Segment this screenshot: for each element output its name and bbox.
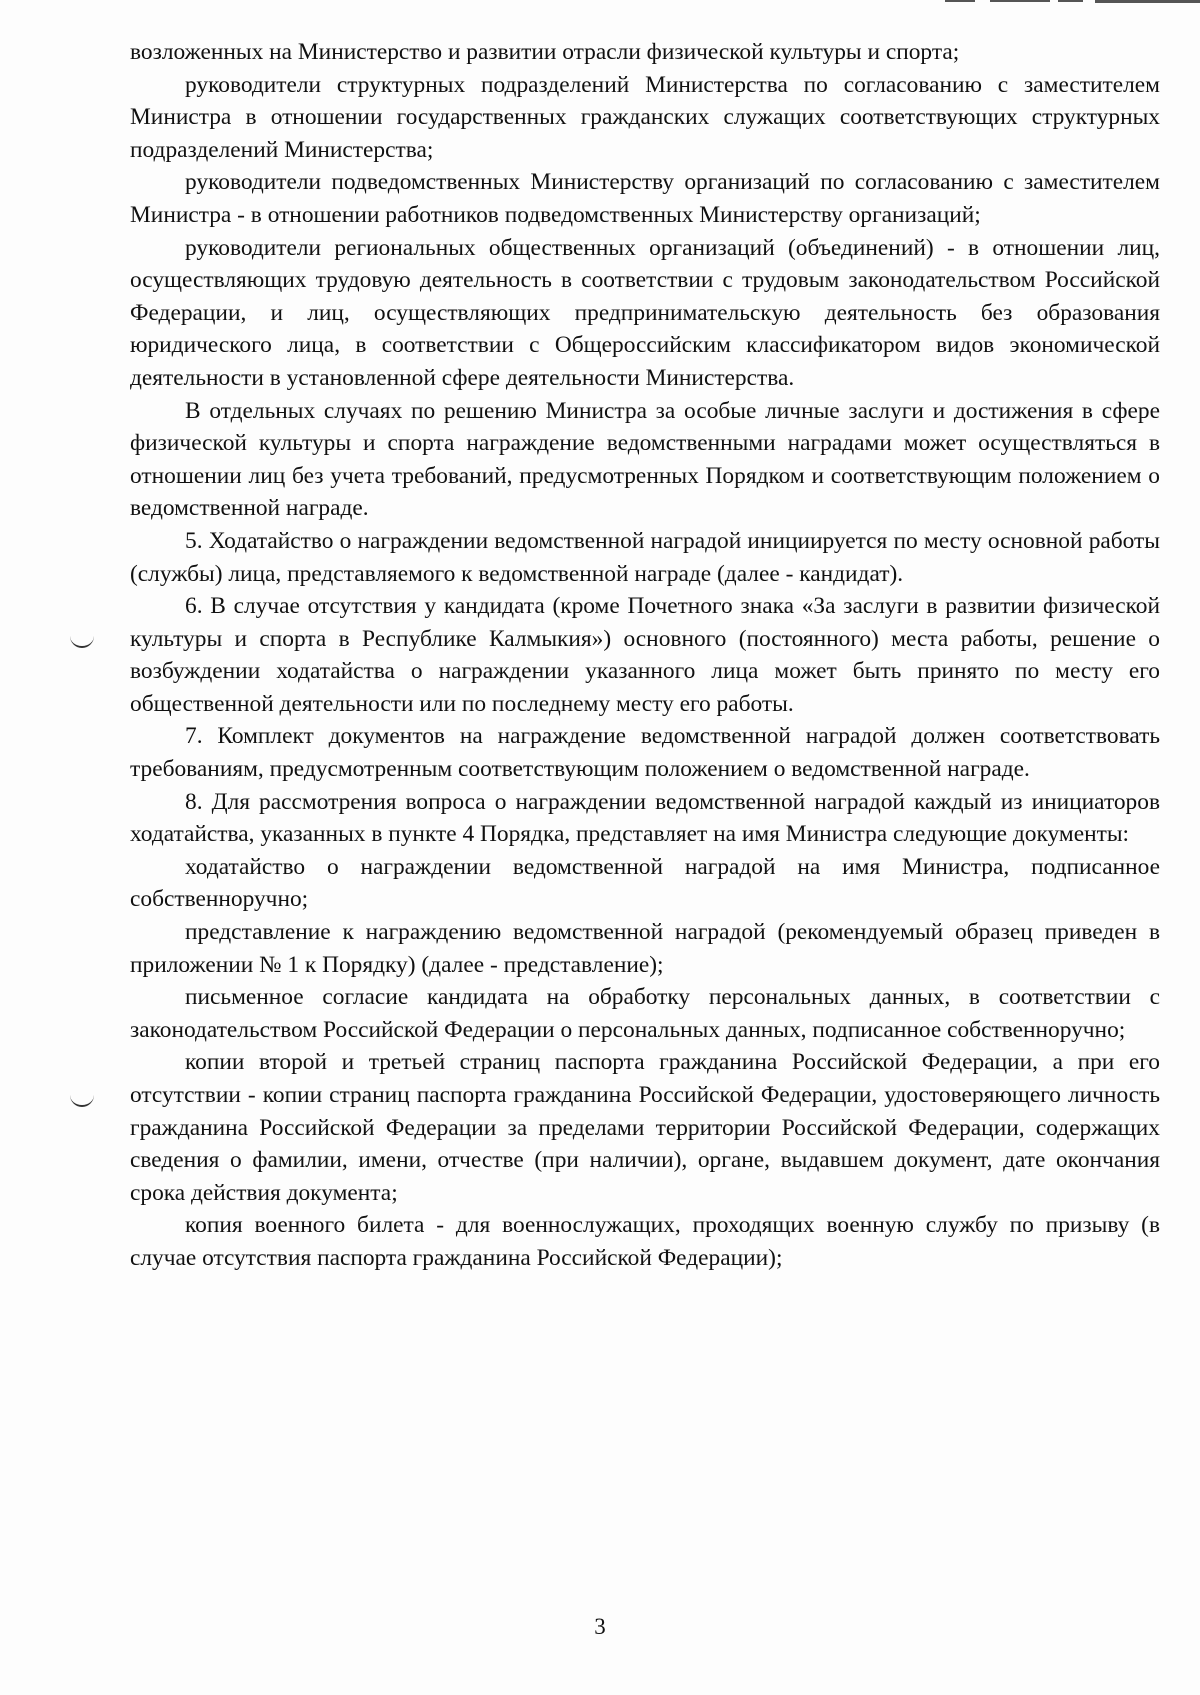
paragraph: руководители подведомственных Министерству организаций по согласованию с заместителем Министра - в отношении работников подведомственных Министерству организаций; [130,169,1160,228]
scan-artifact [990,0,1050,2]
paragraph: копии второй и третьей страниц паспорта гражданина Российской Федерации, а при его отсутствии - копии страниц паспорта гражданина Российской Федерации, удостоверяющего личность гражданина Российской Федерации за пределами территории Российской Федерации, содержащих сведения о фамилии, имени, отчестве (при наличии), органе, выдавшем документ, дате окончания срока действия документа; [130,1049,1160,1206]
scan-artifact [1095,0,1200,3]
paragraph: руководители региональных общественных организаций (объединений) - в отношении лиц, осуществляющих трудовую деятельность в соответствии с трудовым законодательством Российской Федерации, и лиц, осуществляющих предпринимательскую деятельность без образования юридического лица, в соответствии с Общероссийским классификатором видов экономической деятельности в установленной сфере деятельности Министерства. [130,234,1160,391]
paragraph: письменное согласие кандидата на обработку персональных данных, в соответствии с законодательством Российской Федерации о персональных данных, подписанное собственноручно; [130,984,1160,1043]
paragraph: руководители структурных подразделений Министерства по согласованию с заместителем Министра в отношении государственных гражданских служащих соответствующих структурных подразделений Министерства; [130,71,1160,163]
paragraph: представление к награждению ведомственной наградой (рекомендуемый образец приведен в приложении № 1 к Порядку) (далее - представление); [130,919,1160,978]
binding-mark [70,636,94,648]
scan-artifact [1058,0,1083,2]
paragraph: ходатайство о награждении ведомственной наградой на имя Министра, подписанное собственноручно; [130,853,1160,913]
binding-mark [70,1095,94,1107]
scan-artifact [945,0,975,2]
paragraph: 7. Комплект документов на награждение ведомственной наградой должен соответствовать требованиям, предусмотренным соответствующим положением о ведомственной награде. [130,723,1160,783]
paragraph: возложенных на Министерство и развитии отрасли физической культуры и спорта; [130,39,960,65]
paragraph: 6. В случае отсутствия у кандидата (кроме Почетного знака «За заслуги в развитии физической культуры и спорта в Республике Калмыкия») основного (постоянного) места работы, решение о возбуждении ходатайства о награждении указанного лица может быть принято по месту его общественной деятельности или по последнему месту его работы. [130,593,1160,717]
paragraph: 8. Для рассмотрения вопроса о награждении ведомственной наградой каждый из инициаторов ходатайства, указанных в пункте 4 Порядка, представляет на имя Министра следующие документы: [130,788,1160,848]
paragraph: В отдельных случаях по решению Министра за особые личные заслуги и достижения в сфере физической культуры и спорта награждение ведомственными наградами может осуществляться в отношении лиц без учета требований, предусмотренных Порядком и соответствующим положением о ведомственной награде. [130,397,1160,522]
paragraph: 5. Ходатайство о награждении ведомственной наградой инициируется по месту основной работы (службы) лица, представляемого к ведомственной награде (далее - кандидат). [130,527,1160,587]
page-number: 3 [594,1614,606,1639]
document-body [130,36,1160,1275]
paragraph: копия военного билета - для военнослужащих, проходящих военную службу по призыву (в случае отсутствия паспорта гражданина Российской Федерации); [130,1212,1160,1271]
